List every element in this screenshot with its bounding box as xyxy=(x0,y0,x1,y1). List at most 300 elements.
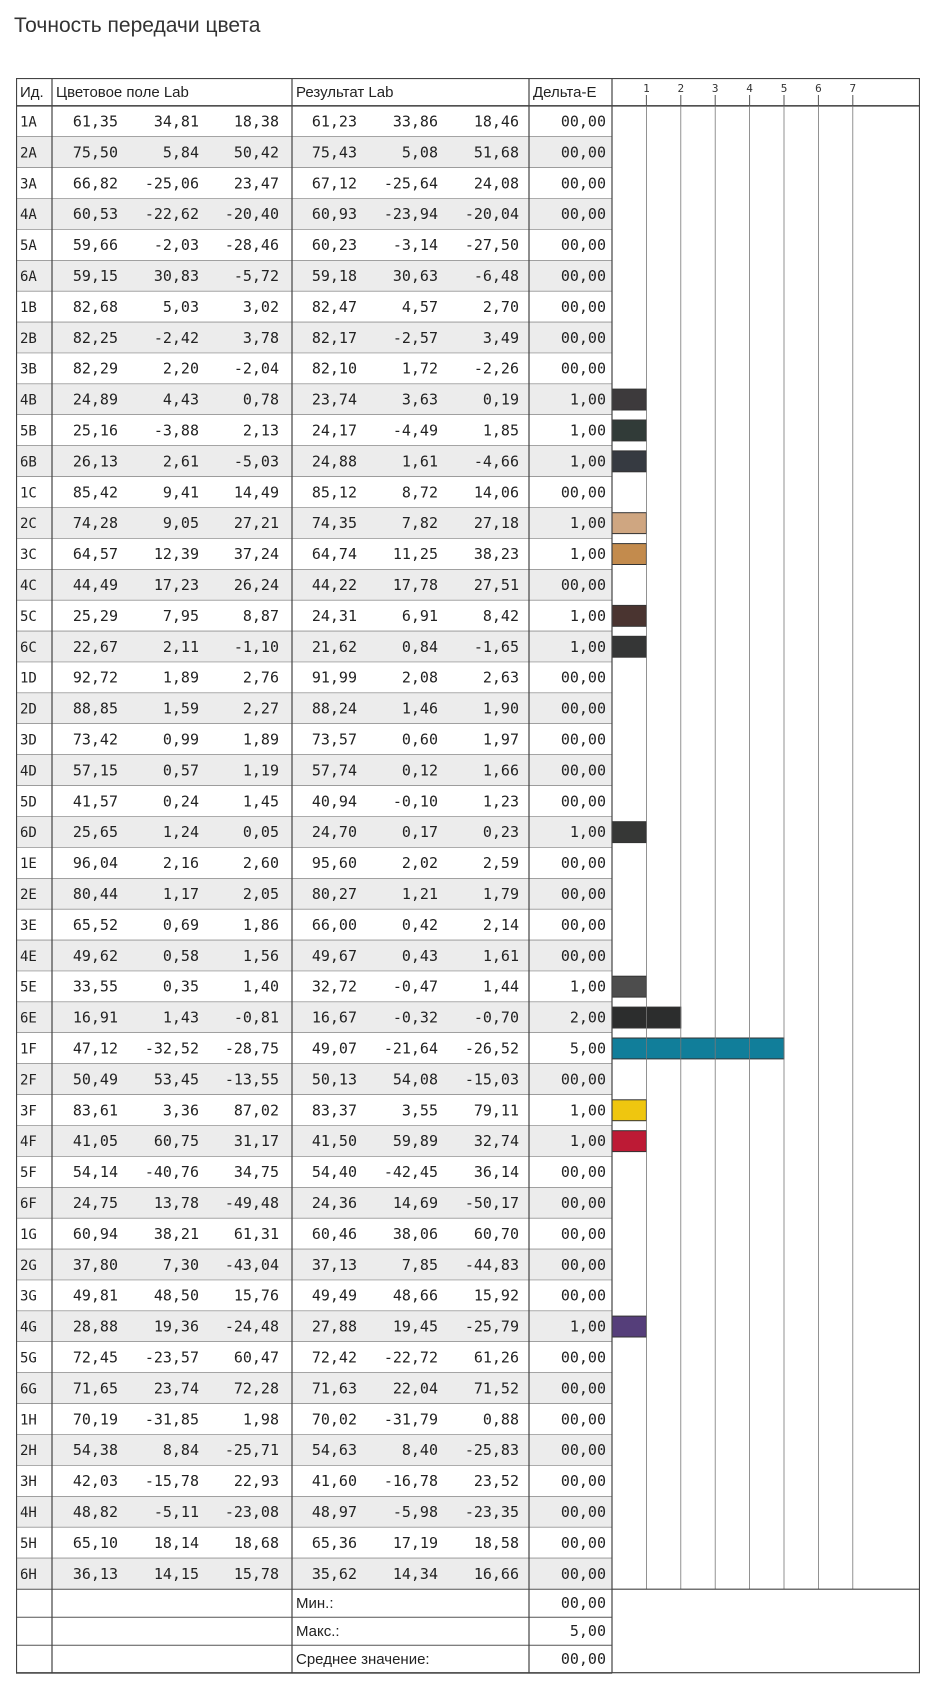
cell-target-value: 82,25 xyxy=(72,328,118,347)
cell-result-value: 18,46 xyxy=(473,112,519,131)
cell-target-value: 2,20 xyxy=(162,359,199,378)
cell-result-value: -25,79 xyxy=(464,1317,519,1336)
cell-target-value: 28,88 xyxy=(72,1317,118,1336)
cell-target-value: -1,10 xyxy=(233,637,279,656)
cell-target-value: 5,84 xyxy=(162,143,199,162)
cell-id: 6H xyxy=(20,1566,37,1583)
cell-target-value: 44,49 xyxy=(72,575,118,594)
cell-result-value: 24,88 xyxy=(311,452,357,471)
cell-result-value: 3,49 xyxy=(482,328,519,347)
cell-result-value: 1,46 xyxy=(401,699,438,718)
cell-delta-value: 00,00 xyxy=(560,915,606,934)
cell-target-value: 38,21 xyxy=(153,1224,199,1243)
cell-target-value: 57,15 xyxy=(72,761,118,780)
cell-result-value: 82,47 xyxy=(311,297,357,316)
cell-delta-value: 1,00 xyxy=(569,390,606,409)
table-row xyxy=(16,817,646,848)
cell-id: 3G xyxy=(20,1288,37,1305)
cell-target-value: 19,36 xyxy=(153,1317,199,1336)
delta-bar xyxy=(612,636,646,657)
table-row xyxy=(16,848,612,879)
cell-target-value: 37,24 xyxy=(233,545,279,564)
cell-result-value: 67,12 xyxy=(311,174,357,193)
table-row xyxy=(16,1157,612,1188)
cell-target-value: -5,03 xyxy=(233,452,279,471)
cell-target-value: 1,40 xyxy=(242,977,279,996)
cell-result-value: -0,70 xyxy=(473,1008,519,1027)
cell-target-value: -25,71 xyxy=(224,1441,279,1460)
cell-target-value: 24,75 xyxy=(72,1193,118,1212)
cell-result-value: 60,93 xyxy=(311,205,357,224)
cell-target-value: 49,62 xyxy=(72,946,118,965)
cell-result-value: 37,13 xyxy=(311,1255,357,1274)
table-row xyxy=(16,539,646,570)
cell-id: 6G xyxy=(20,1381,37,1398)
cell-result-value: 51,68 xyxy=(473,143,519,162)
cell-target-value: 25,16 xyxy=(72,421,118,440)
cell-target-value: 75,50 xyxy=(72,143,118,162)
cell-delta-value: 1,00 xyxy=(569,1317,606,1336)
table-row xyxy=(16,415,646,446)
cell-delta-value: 00,00 xyxy=(560,1255,606,1274)
table-row xyxy=(16,477,612,508)
cell-result-value: 17,19 xyxy=(392,1533,438,1552)
cell-delta-value: 00,00 xyxy=(560,483,606,502)
scale-tick-label: 3 xyxy=(711,82,719,95)
cell-result-value: 72,42 xyxy=(311,1348,357,1367)
cell-target-value: 15,76 xyxy=(233,1286,279,1305)
cell-target-value: 1,24 xyxy=(162,823,199,842)
cell-target-value: 34,75 xyxy=(233,1163,279,1182)
cell-result-value: 38,06 xyxy=(392,1224,438,1243)
cell-result-value: 82,17 xyxy=(311,328,357,347)
cell-target-value: -5,11 xyxy=(153,1502,199,1521)
cell-delta-value: 00,00 xyxy=(560,174,606,193)
cell-target-value: -49,48 xyxy=(224,1193,279,1212)
cell-target-value: 9,41 xyxy=(162,483,199,502)
cell-result-value: 50,13 xyxy=(311,1070,357,1089)
cell-result-value: 82,10 xyxy=(311,359,357,378)
table-row xyxy=(16,106,612,137)
cell-result-value: 24,70 xyxy=(311,823,357,842)
cell-target-value: 60,53 xyxy=(72,205,118,224)
cell-delta-value: 00,00 xyxy=(560,761,606,780)
table-row xyxy=(16,631,646,662)
cell-result-value: 60,46 xyxy=(311,1224,357,1243)
cell-result-value: 1,85 xyxy=(482,421,519,440)
cell-delta-value: 00,00 xyxy=(560,205,606,224)
cell-result-value: 1,23 xyxy=(482,792,519,811)
table-row xyxy=(16,322,612,353)
cell-result-value: 27,88 xyxy=(311,1317,357,1336)
cell-result-value: -23,35 xyxy=(464,1502,519,1521)
cell-result-value: 0,84 xyxy=(401,637,438,656)
summary-row xyxy=(16,1622,612,1645)
cell-target-value: 88,85 xyxy=(72,699,118,718)
cell-target-value: -23,57 xyxy=(144,1348,199,1367)
cell-result-value: 60,70 xyxy=(473,1224,519,1243)
cell-result-value: -42,45 xyxy=(383,1163,438,1182)
cell-target-value: 16,91 xyxy=(72,1008,118,1027)
cell-result-value: -25,64 xyxy=(383,174,438,193)
cell-result-value: 11,25 xyxy=(392,545,438,564)
table-row xyxy=(16,137,612,168)
cell-target-value: 65,52 xyxy=(72,915,118,934)
cell-delta-value: 00,00 xyxy=(560,1193,606,1212)
cell-result-value: 0,19 xyxy=(482,390,519,409)
cell-target-value: -23,08 xyxy=(224,1502,279,1521)
cell-target-value: 1,19 xyxy=(242,761,279,780)
page-title: Точность передачи цвета xyxy=(14,14,261,37)
delta-bar xyxy=(612,1131,646,1152)
table-row xyxy=(16,230,612,261)
summary-value: 00,00 xyxy=(560,1594,606,1613)
cell-result-value: 59,18 xyxy=(311,266,357,285)
cell-target-value: 9,05 xyxy=(162,514,199,533)
cell-target-value: 61,31 xyxy=(233,1224,279,1243)
cell-result-value: -4,66 xyxy=(473,452,519,471)
cell-target-value: 2,27 xyxy=(242,699,279,718)
cell-target-value: 72,45 xyxy=(72,1348,118,1367)
cell-result-value: 79,11 xyxy=(473,1101,519,1120)
delta-bar xyxy=(612,389,646,410)
cell-id: 1F xyxy=(20,1041,37,1058)
cell-target-value: -28,46 xyxy=(224,236,279,255)
cell-target-value: 2,61 xyxy=(162,452,199,471)
cell-target-value: 25,65 xyxy=(72,823,118,842)
cell-id: 4A xyxy=(20,207,37,224)
cell-id: 5E xyxy=(20,979,37,996)
cell-target-value: 14,15 xyxy=(153,1564,199,1583)
delta-bar xyxy=(612,822,646,843)
cell-result-value: 1,97 xyxy=(482,730,519,749)
cell-result-value: 15,92 xyxy=(473,1286,519,1305)
cell-target-value: 0,35 xyxy=(162,977,199,996)
cell-result-value: -15,03 xyxy=(464,1070,519,1089)
cell-target-value: 1,43 xyxy=(162,1008,199,1027)
cell-result-value: 2,02 xyxy=(401,854,438,873)
cell-delta-value: 1,00 xyxy=(569,823,606,842)
cell-id: 1A xyxy=(20,114,37,131)
cell-result-value: 14,06 xyxy=(473,483,519,502)
table-row xyxy=(16,1002,681,1033)
cell-target-value: 92,72 xyxy=(72,668,118,687)
cell-result-value: 2,63 xyxy=(482,668,519,687)
cell-target-value: 22,93 xyxy=(233,1472,279,1491)
cell-result-value: 75,43 xyxy=(311,143,357,162)
cell-target-value: 96,04 xyxy=(72,854,118,873)
cell-target-value: 49,81 xyxy=(72,1286,118,1305)
cell-result-value: -22,72 xyxy=(383,1348,438,1367)
cell-target-value: 8,84 xyxy=(162,1441,199,1460)
cell-delta-value: 00,00 xyxy=(560,236,606,255)
cell-delta-value: 00,00 xyxy=(560,1286,606,1305)
cell-result-value: 64,74 xyxy=(311,545,357,564)
cell-id: 6B xyxy=(20,454,37,471)
cell-delta-value: 00,00 xyxy=(560,1070,606,1089)
table-row xyxy=(16,786,612,817)
cell-target-value: 37,80 xyxy=(72,1255,118,1274)
cell-result-value: 14,34 xyxy=(392,1564,438,1583)
cell-target-value: 4,43 xyxy=(162,390,199,409)
cell-id: 4C xyxy=(20,577,37,594)
cell-delta-value: 00,00 xyxy=(560,1163,606,1182)
cell-result-value: 22,04 xyxy=(392,1379,438,1398)
cell-delta-value: 00,00 xyxy=(560,297,606,316)
cell-target-value: 17,23 xyxy=(153,575,199,594)
cell-target-value: 7,30 xyxy=(162,1255,199,1274)
cell-delta-value: 2,00 xyxy=(569,1008,606,1027)
table-row xyxy=(16,693,612,724)
cell-result-value: 24,17 xyxy=(311,421,357,440)
cell-result-value: 8,72 xyxy=(401,483,438,502)
cell-result-value: -6,48 xyxy=(473,266,519,285)
cell-result-value: 49,07 xyxy=(311,1039,357,1058)
cell-target-value: -13,55 xyxy=(224,1070,279,1089)
cell-result-value: 54,08 xyxy=(392,1070,438,1089)
cell-result-value: 32,72 xyxy=(311,977,357,996)
cell-result-value: 24,31 xyxy=(311,606,357,625)
cell-delta-value: 1,00 xyxy=(569,1132,606,1151)
cell-delta-value: 5,00 xyxy=(569,1039,606,1058)
cell-id: 1E xyxy=(20,856,37,873)
cell-result-value: 59,89 xyxy=(392,1132,438,1151)
cell-id: 4G xyxy=(20,1319,37,1336)
cell-id: 4D xyxy=(20,763,37,780)
cell-result-value: 1,61 xyxy=(401,452,438,471)
cell-target-value: 59,15 xyxy=(72,266,118,285)
cell-target-value: 30,83 xyxy=(153,266,199,285)
table-row xyxy=(16,1249,612,1280)
cell-target-value: 15,78 xyxy=(233,1564,279,1583)
cell-result-value: -20,04 xyxy=(464,205,519,224)
cell-delta-value: 00,00 xyxy=(560,359,606,378)
cell-result-value: 18,58 xyxy=(473,1533,519,1552)
delta-bar xyxy=(612,544,646,565)
cell-result-value: 23,52 xyxy=(473,1472,519,1491)
table-row xyxy=(16,1558,612,1589)
table-row xyxy=(16,261,612,292)
cell-target-value: 48,82 xyxy=(72,1502,118,1521)
cell-result-value: 24,08 xyxy=(473,174,519,193)
table-row xyxy=(16,1466,612,1497)
cell-target-value: -40,76 xyxy=(144,1163,199,1182)
scale-tick-label: 7 xyxy=(849,82,857,95)
cell-result-value: 65,36 xyxy=(311,1533,357,1552)
cell-id: 5B xyxy=(20,423,37,440)
cell-result-value: 7,85 xyxy=(401,1255,438,1274)
cell-delta-value: 00,00 xyxy=(560,112,606,131)
header-result-lab: Результат Lab xyxy=(296,84,394,101)
cell-result-value: 74,35 xyxy=(311,514,357,533)
cell-result-value: 7,82 xyxy=(401,514,438,533)
color-accuracy-table xyxy=(16,78,920,1682)
cell-result-value: 16,67 xyxy=(311,1008,357,1027)
cell-result-value: 1,44 xyxy=(482,977,519,996)
cell-result-value: 14,69 xyxy=(392,1193,438,1212)
cell-result-value: 16,66 xyxy=(473,1564,519,1583)
cell-target-value: 0,78 xyxy=(242,390,279,409)
cell-target-value: 72,28 xyxy=(233,1379,279,1398)
table-row xyxy=(16,971,646,1002)
cell-result-value: 8,42 xyxy=(482,606,519,625)
cell-result-value: 49,67 xyxy=(311,946,357,965)
cell-id: 5C xyxy=(20,608,37,625)
cell-result-value: 1,66 xyxy=(482,761,519,780)
table-row xyxy=(16,600,646,631)
cell-id: 6C xyxy=(20,639,37,656)
cell-id: 5A xyxy=(20,238,37,255)
cell-result-value: -31,79 xyxy=(383,1410,438,1429)
table-row xyxy=(16,1095,646,1126)
cell-target-value: 74,28 xyxy=(72,514,118,533)
cell-target-value: 87,02 xyxy=(233,1101,279,1120)
cell-delta-value: 1,00 xyxy=(569,977,606,996)
cell-target-value: 34,81 xyxy=(153,112,199,131)
cell-result-value: -4,49 xyxy=(392,421,438,440)
cell-target-value: -24,48 xyxy=(224,1317,279,1336)
cell-delta-value: 00,00 xyxy=(560,143,606,162)
cell-target-value: 54,14 xyxy=(72,1163,118,1182)
cell-target-value: 2,11 xyxy=(162,637,199,656)
cell-result-value: 8,40 xyxy=(401,1441,438,1460)
cell-target-value: 60,94 xyxy=(72,1224,118,1243)
cell-result-value: 0,42 xyxy=(401,915,438,934)
cell-target-value: 41,57 xyxy=(72,792,118,811)
cell-delta-value: 00,00 xyxy=(560,1348,606,1367)
cell-id: 2B xyxy=(20,330,37,347)
summary-label: Макс.: xyxy=(296,1623,340,1641)
delta-bar xyxy=(612,451,646,472)
summary-row xyxy=(16,1650,612,1673)
table-row xyxy=(16,755,612,786)
cell-id: 4F xyxy=(20,1134,37,1151)
cell-result-value: 3,63 xyxy=(401,390,438,409)
cell-delta-value: 00,00 xyxy=(560,1533,606,1552)
header-target-lab: Цветовое поле Lab xyxy=(56,84,189,101)
cell-result-value: 2,08 xyxy=(401,668,438,687)
header-id: Ид. xyxy=(20,84,44,101)
table-row xyxy=(16,570,612,601)
cell-target-value: 8,87 xyxy=(242,606,279,625)
cell-id: 2F xyxy=(20,1072,37,1089)
cell-result-value: 57,74 xyxy=(311,761,357,780)
summary-value: 5,00 xyxy=(569,1622,606,1641)
cell-delta-value: 1,00 xyxy=(569,606,606,625)
cell-target-value: 42,03 xyxy=(72,1472,118,1491)
cell-result-value: 49,49 xyxy=(311,1286,357,1305)
table-row xyxy=(16,909,612,940)
cell-delta-value: 00,00 xyxy=(560,575,606,594)
cell-delta-value: 1,00 xyxy=(569,421,606,440)
cell-result-value: -25,83 xyxy=(464,1441,519,1460)
summary-label: Среднее значение: xyxy=(296,1651,430,1669)
cell-target-value: 61,35 xyxy=(72,112,118,131)
cell-id: 2A xyxy=(20,145,37,162)
cell-result-value: 88,24 xyxy=(311,699,357,718)
cell-id: 5D xyxy=(20,794,37,811)
cell-target-value: 18,68 xyxy=(233,1533,279,1552)
cell-id: 5F xyxy=(20,1165,37,1182)
cell-result-value: 0,43 xyxy=(401,946,438,965)
cell-id: 6D xyxy=(20,825,37,842)
cell-id: 2G xyxy=(20,1257,37,1274)
cell-delta-value: 00,00 xyxy=(560,1379,606,1398)
cell-target-value: 27,21 xyxy=(233,514,279,533)
cell-target-value: 1,86 xyxy=(242,915,279,934)
cell-id: 3A xyxy=(20,176,37,193)
cell-target-value: 1,56 xyxy=(242,946,279,965)
cell-target-value: 1,17 xyxy=(162,884,199,903)
table-row xyxy=(16,1033,784,1064)
cell-result-value: 70,02 xyxy=(311,1410,357,1429)
cell-target-value: 33,55 xyxy=(72,977,118,996)
cell-target-value: -2,42 xyxy=(153,328,199,347)
cell-result-value: -27,50 xyxy=(464,236,519,255)
cell-target-value: -28,75 xyxy=(224,1039,279,1058)
cell-id: 4B xyxy=(20,392,37,409)
cell-delta-value: 00,00 xyxy=(560,730,606,749)
cell-target-value: 3,02 xyxy=(242,297,279,316)
cell-id: 3B xyxy=(20,361,37,378)
table-row xyxy=(16,1188,612,1219)
scale-tick-label: 6 xyxy=(815,82,822,95)
table-row xyxy=(16,1311,646,1342)
cell-result-value: 24,36 xyxy=(311,1193,357,1212)
cell-target-value: 0,24 xyxy=(162,792,199,811)
cell-target-value: 1,59 xyxy=(162,699,199,718)
cell-result-value: -50,17 xyxy=(464,1193,519,1212)
table-row xyxy=(16,291,612,322)
table-row xyxy=(16,353,612,384)
cell-result-value: 19,45 xyxy=(392,1317,438,1336)
cell-delta-value: 1,00 xyxy=(569,545,606,564)
cell-target-value: 41,05 xyxy=(72,1132,118,1151)
cell-result-value: 1,21 xyxy=(401,884,438,903)
cell-result-value: 0,17 xyxy=(401,823,438,842)
cell-result-value: -21,64 xyxy=(383,1039,438,1058)
cell-delta-value: 00,00 xyxy=(560,1472,606,1491)
cell-target-value: 82,68 xyxy=(72,297,118,316)
cell-delta-value: 1,00 xyxy=(569,1101,606,1120)
cell-delta-value: 1,00 xyxy=(569,514,606,533)
cell-result-value: 0,88 xyxy=(482,1410,519,1429)
cell-target-value: 0,99 xyxy=(162,730,199,749)
cell-result-value: -26,52 xyxy=(464,1039,519,1058)
cell-id: 5H xyxy=(20,1535,37,1552)
cell-result-value: 41,60 xyxy=(311,1472,357,1491)
cell-target-value: -15,78 xyxy=(144,1472,199,1491)
cell-result-value: 2,70 xyxy=(482,297,519,316)
cell-result-value: -16,78 xyxy=(383,1472,438,1491)
table-row xyxy=(16,1126,646,1157)
cell-target-value: -43,04 xyxy=(224,1255,279,1274)
cell-id: 4E xyxy=(20,948,37,965)
scale-tick-label: 5 xyxy=(780,82,788,95)
cell-target-value: -3,88 xyxy=(153,421,199,440)
cell-id: 2E xyxy=(20,886,37,903)
cell-id: 6A xyxy=(20,268,37,285)
cell-id: 3F xyxy=(20,1103,37,1120)
cell-target-value: 0,69 xyxy=(162,915,199,934)
cell-id: 1H xyxy=(20,1412,37,1429)
table-row xyxy=(16,1497,612,1528)
cell-id: 3E xyxy=(20,917,37,934)
cell-id: 6E xyxy=(20,1010,37,1027)
cell-delta-value: 1,00 xyxy=(569,452,606,471)
cell-delta-value: 00,00 xyxy=(560,854,606,873)
summary-label: Мин.: xyxy=(296,1595,334,1613)
